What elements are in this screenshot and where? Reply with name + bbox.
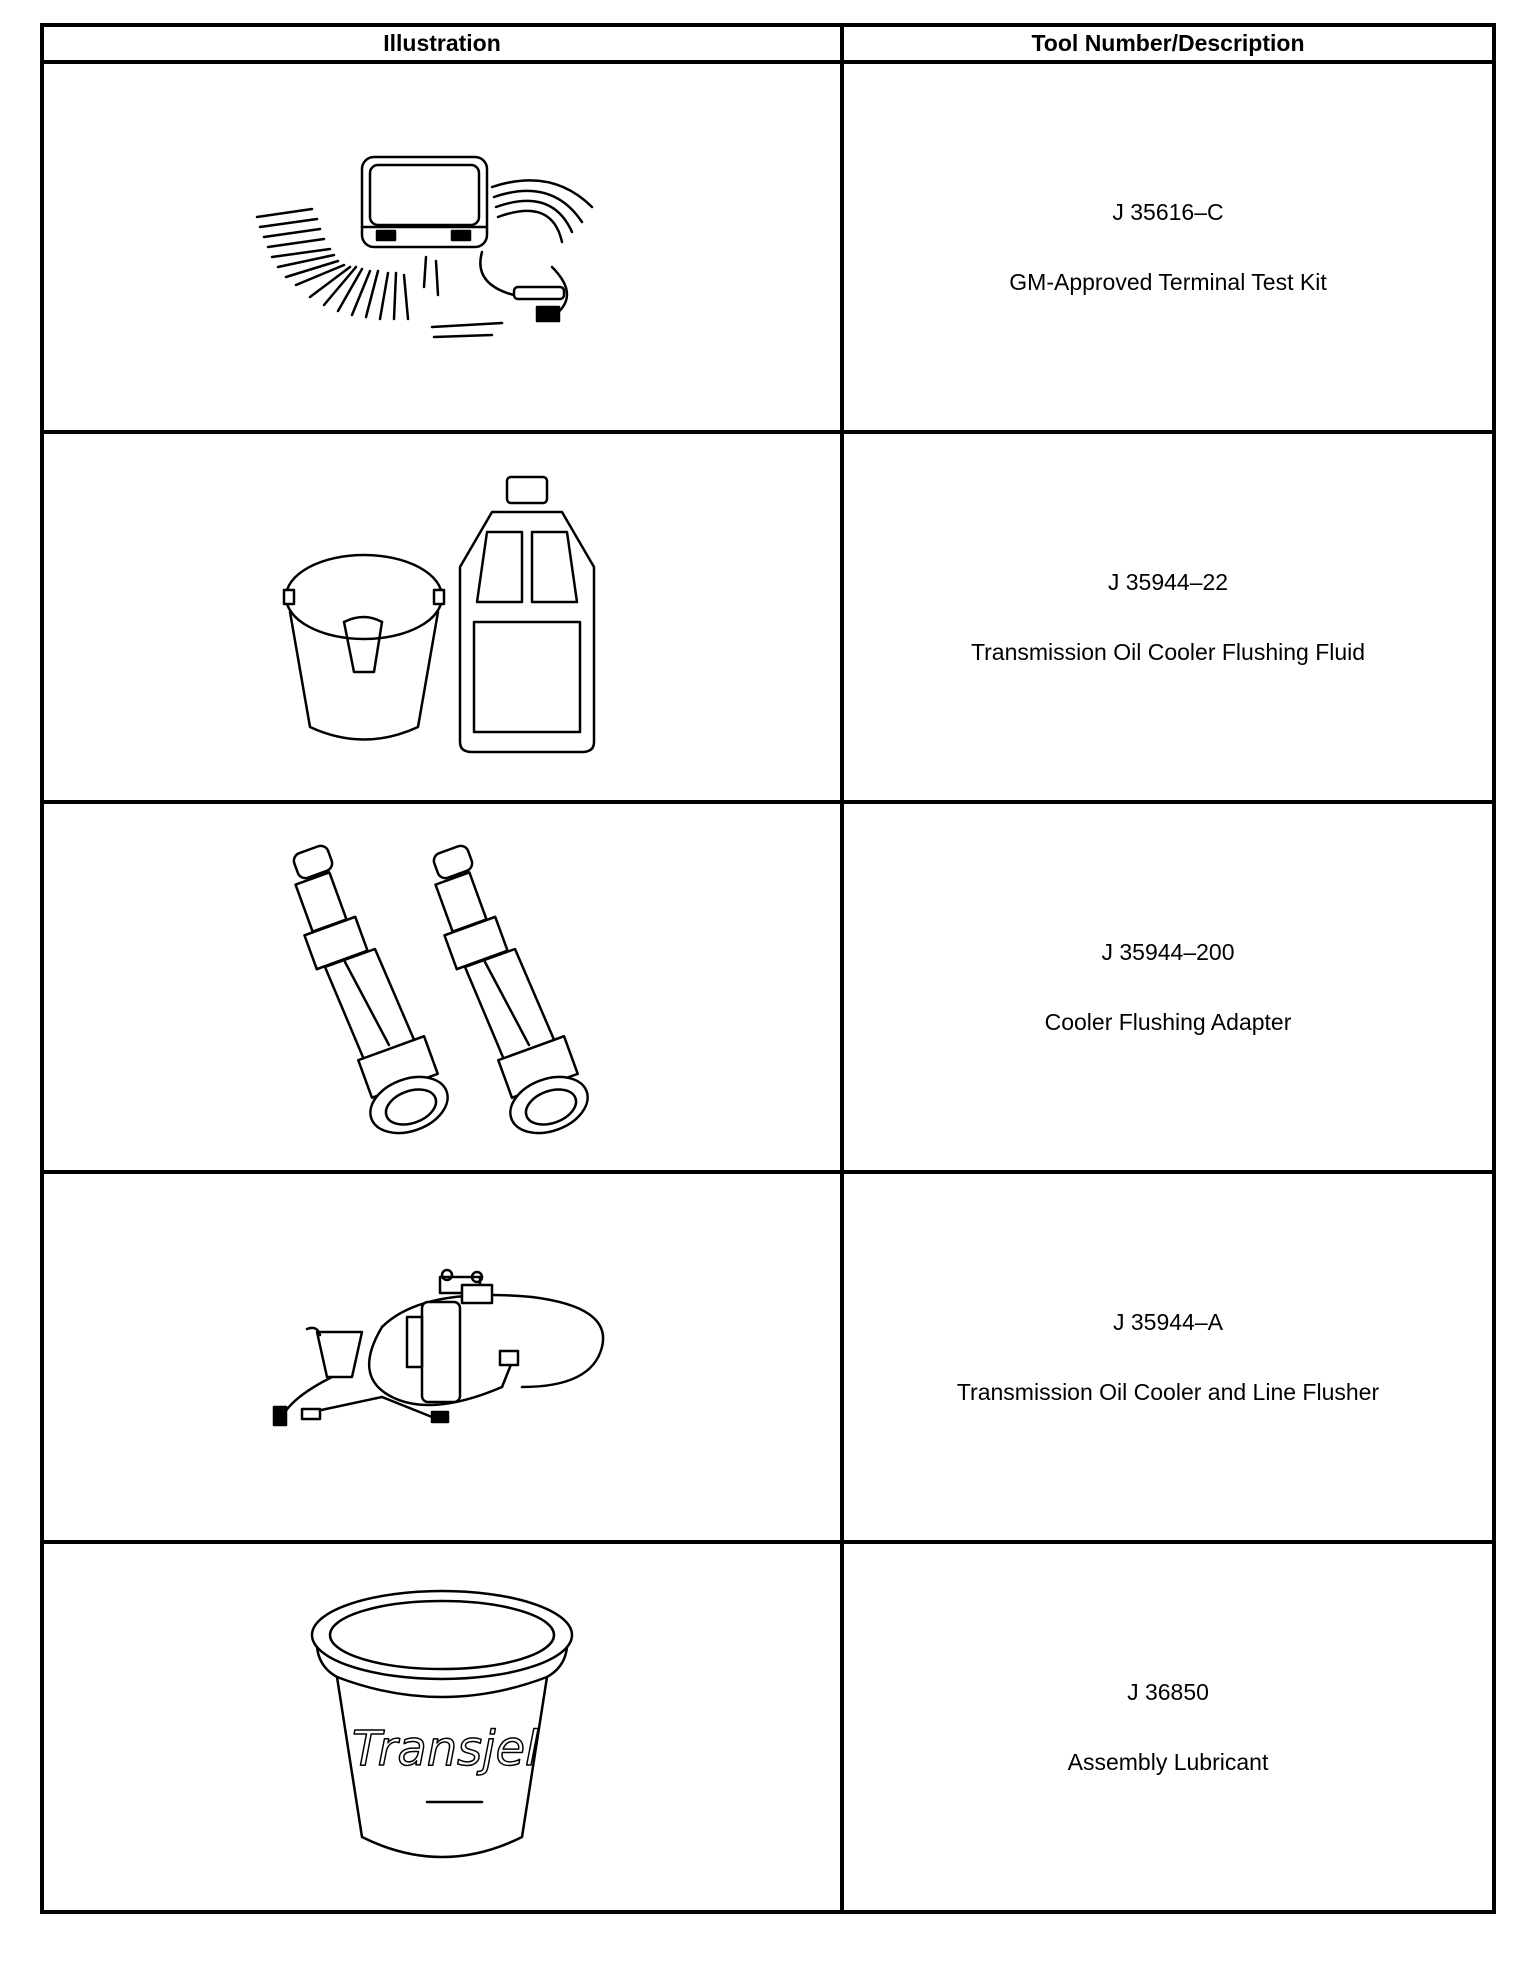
illustration-cell [42, 62, 842, 432]
tool-description: Cooler Flushing Adapter [1044, 1008, 1292, 1035]
assembly-lubricant-icon [307, 1587, 577, 1867]
tool-number: J 36850 [1127, 1678, 1209, 1705]
tool-number: J 35944–A [1113, 1308, 1223, 1335]
description-cell [842, 802, 1494, 1172]
tool-number: J 35944–200 [1101, 938, 1235, 965]
lubricant-brand-text: Transjel [352, 1721, 539, 1777]
flushing-adapter-icon [277, 837, 607, 1137]
flushing-fluid-icon [282, 472, 602, 762]
table-row [42, 432, 1494, 802]
table-row [42, 1542, 1494, 1912]
tool-number: J 35944–22 [1107, 568, 1229, 595]
illustration-cell [42, 1542, 842, 1912]
line-flusher-icon [272, 1267, 612, 1447]
tool-table [40, 23, 1496, 1914]
table-row [42, 1172, 1494, 1542]
tool-number: J 35616–C [1112, 198, 1224, 225]
tool-description: Transmission Oil Cooler and Line Flusher [956, 1378, 1380, 1405]
table-row [42, 62, 1494, 432]
table-header-row [42, 25, 1494, 62]
description-cell [842, 432, 1494, 802]
illustration-cell [42, 432, 842, 802]
table-row [42, 802, 1494, 1172]
header-tool-number-description: Tool Number/Description [842, 25, 1494, 62]
description-cell [842, 1542, 1494, 1912]
tool-description: GM-Approved Terminal Test Kit [1009, 268, 1327, 295]
illustration-cell [42, 802, 842, 1172]
tool-description: Assembly Lubricant [1067, 1748, 1269, 1775]
terminal-test-kit-icon [252, 147, 632, 347]
header-illustration: Illustration [42, 25, 842, 62]
description-cell [842, 1172, 1494, 1542]
description-cell [842, 62, 1494, 432]
illustration-cell [42, 1172, 842, 1542]
tool-description: Transmission Oil Cooler Flushing Fluid [970, 638, 1366, 665]
